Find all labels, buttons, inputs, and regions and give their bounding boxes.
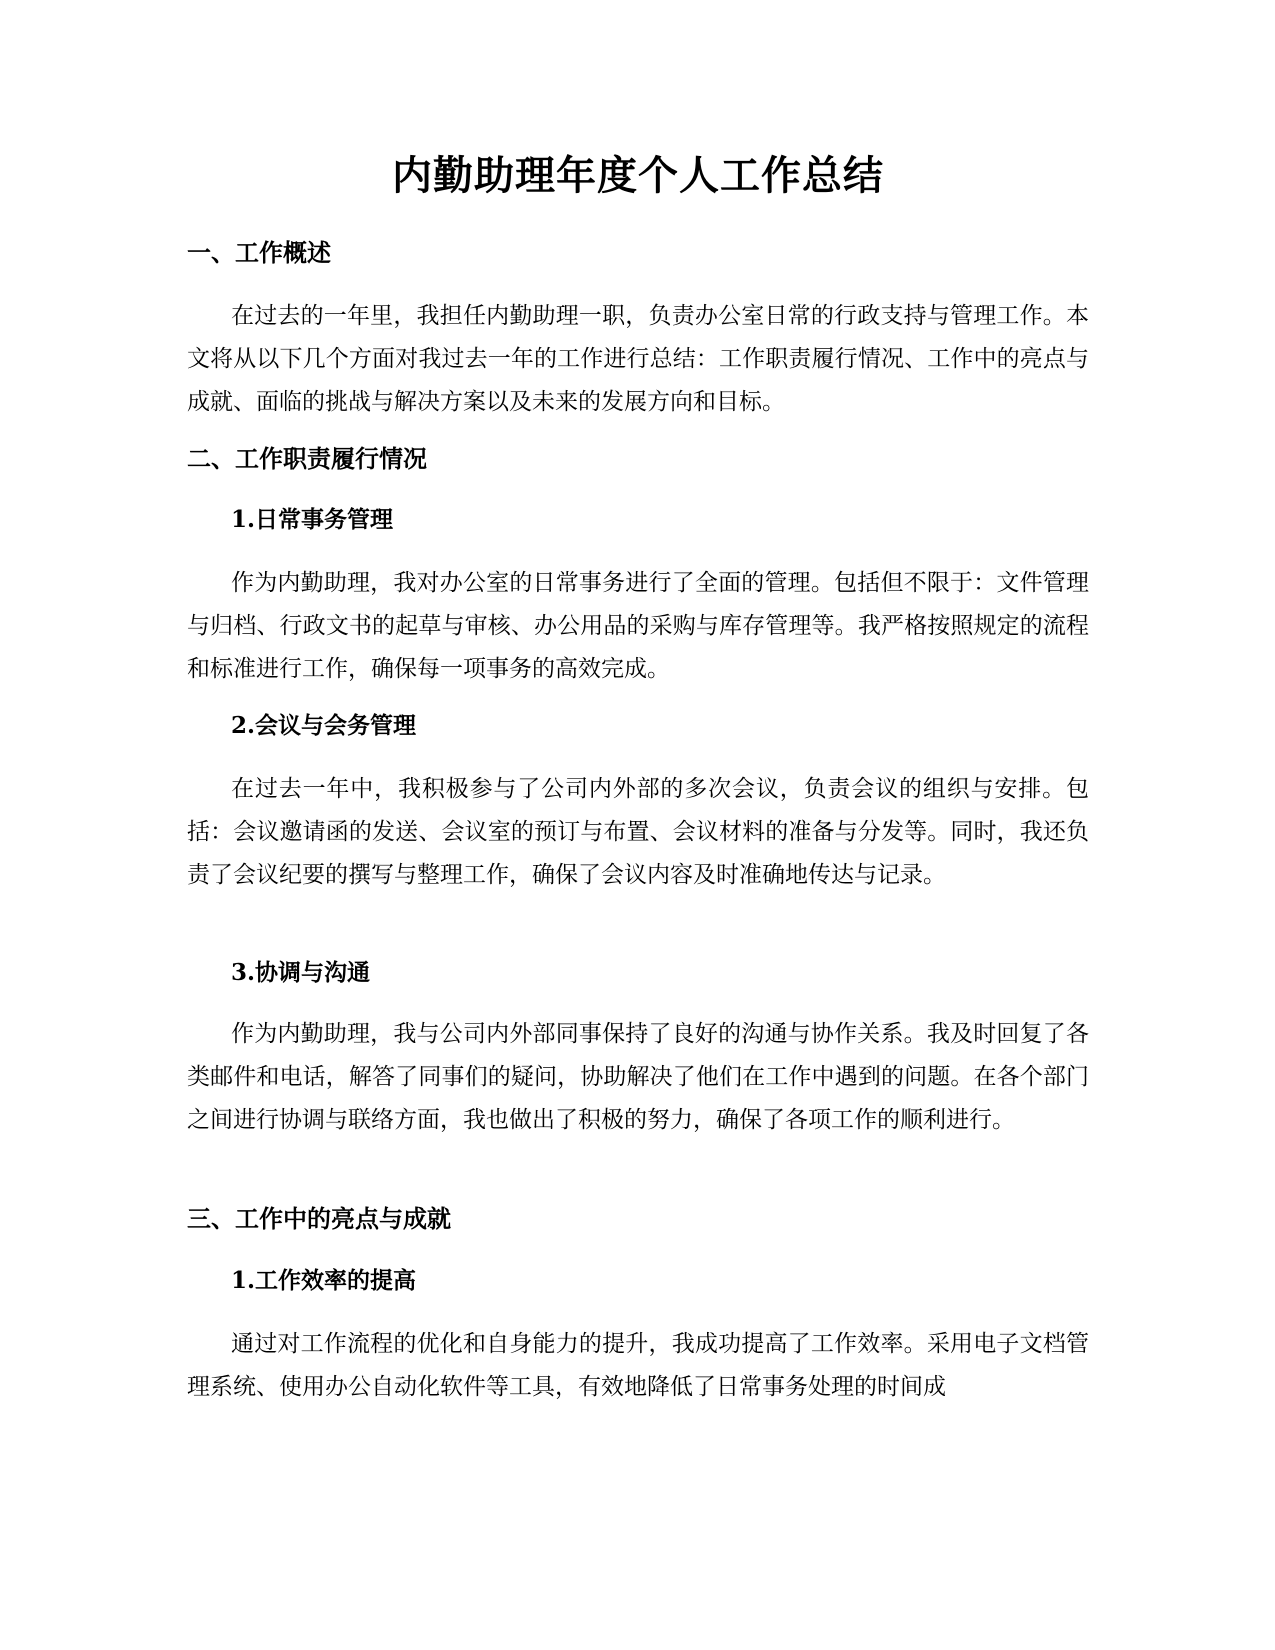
paragraph-meeting-management: 在过去一年中，我积极参与了公司内外部的多次会议，负责会议的组织与安排。包括：会议邀请函的发送、会议室的预订与布置、会议材料的准备与分发等。同时，我还负责了会议纪要的撰写与整理工作，确保了会议内容及时准确地传达与记录。 — [187, 776, 1089, 888]
subheading-meeting-management: 2.会议与会务管理 — [231, 712, 417, 739]
paragraph-daily-affairs: 作为内勤助理，我对办公室的日常事务进行了全面的管理。包括但不限于：文件管理与归档、行政文书的起草与审核、办公用品的采购与库存管理等。我严格按照规定的流程和标准进行工作，确保每一项事务的高效完成。 — [187, 570, 1089, 682]
section-heading-duties: 二、工作职责履行情况 — [187, 445, 427, 473]
subheading-efficiency: 1.工作效率的提高 — [231, 1267, 417, 1294]
subheading-coordination: 3.协调与沟通 — [231, 959, 371, 986]
document-page — [187, 0, 1089, 1650]
section-heading-overview: 一、工作概述 — [187, 239, 331, 267]
paragraph-efficiency: 通过对工作流程的优化和自身能力的提升，我成功提高了工作效率。采用电子文档管理系统、使用办公自动化软件等工具，有效地降低了日常事务处理的时间成 — [187, 1331, 1089, 1400]
document-title: 内勤助理年度个人工作总结 — [392, 153, 884, 199]
paragraph-coordination: 作为内勤助理，我与公司内外部同事保持了良好的沟通与协作关系。我及时回复了各类邮件和电话，解答了同事们的疑问，协助解决了他们在工作中遇到的问题。在各个部门之间进行协调与联络方面，我也做出了积极的努力，确保了各项工作的顺利进行。 — [187, 1021, 1089, 1133]
section-heading-achievements: 三、工作中的亮点与成就 — [187, 1205, 451, 1233]
subheading-daily-affairs: 1.日常事务管理 — [231, 506, 394, 533]
paragraph-overview: 在过去的一年里，我担任内勤助理一职，负责办公室日常的行政支持与管理工作。本文将从以下几个方面对我过去一年的工作进行总结：工作职责履行情况、工作中的亮点与成就、面临的挑战与解决方案以及未来的发展方向和目标。 — [187, 303, 1089, 415]
